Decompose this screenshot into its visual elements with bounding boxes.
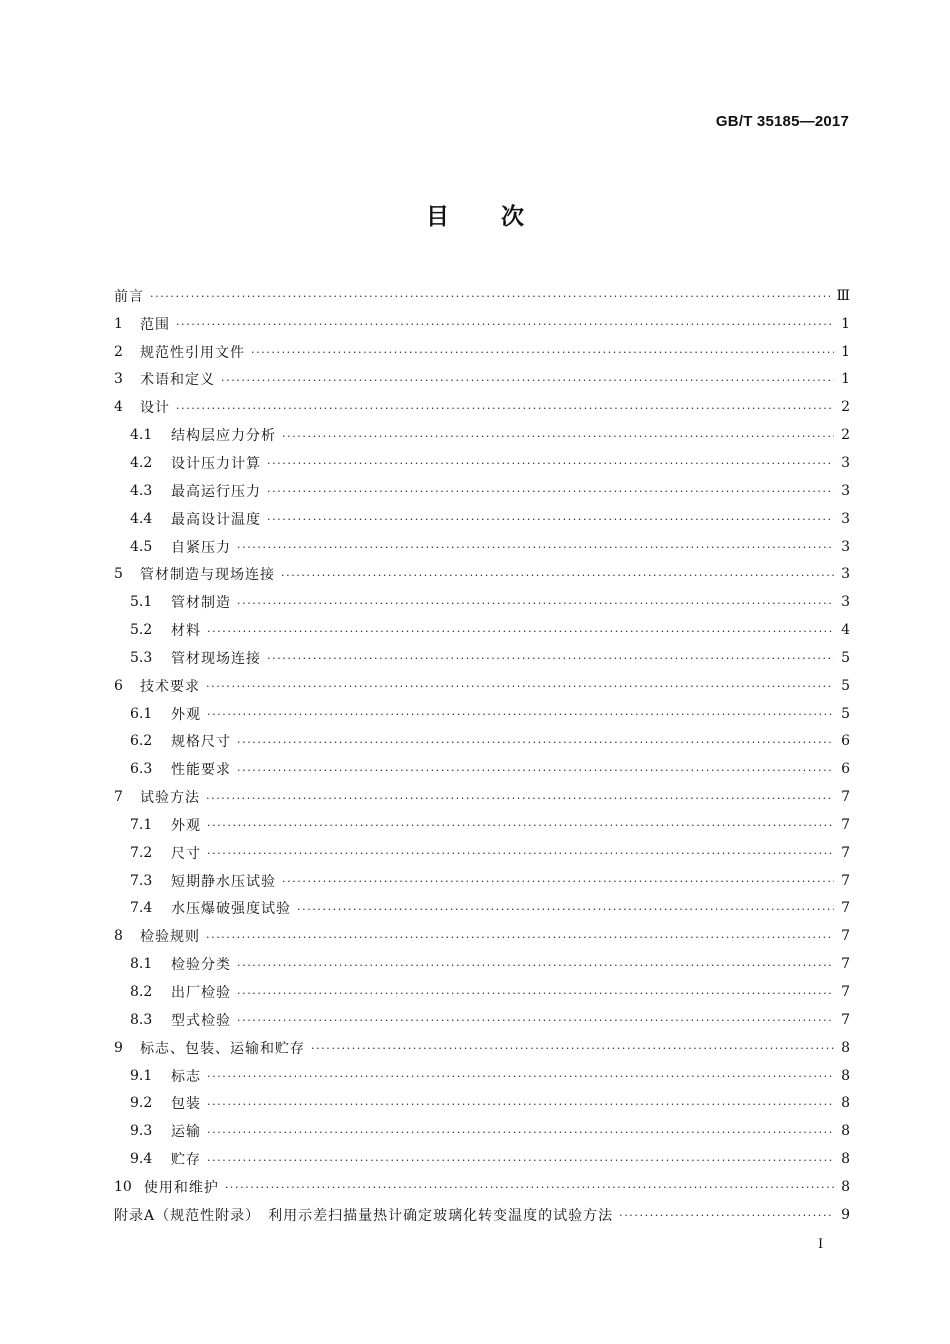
toc-entry-title: 技术要求	[140, 678, 200, 695]
toc-entry-page: 6	[841, 733, 850, 750]
toc-entry[interactable]	[114, 1006, 850, 1034]
page-number: Ⅰ	[818, 1237, 824, 1252]
toc-entry[interactable]	[114, 393, 850, 421]
dot-leader	[221, 374, 834, 387]
dot-leader	[267, 652, 834, 665]
toc-entry-title: 设计压力计算	[171, 455, 261, 472]
toc-entry-page: 2	[841, 427, 850, 444]
toc-entry[interactable]	[114, 1117, 850, 1145]
toc-entry-title: 范围	[140, 316, 170, 333]
toc-entry-title: 自紧压力	[171, 539, 231, 556]
toc-entry-number: 7	[114, 789, 123, 806]
toc-entry-page: 3	[841, 594, 850, 611]
toc-entry[interactable]	[114, 978, 850, 1006]
dot-leader	[207, 625, 834, 638]
toc-entry-title: 设计	[140, 400, 170, 417]
toc-entry[interactable]	[114, 533, 850, 561]
dot-leader	[207, 819, 834, 832]
dot-leader	[206, 680, 834, 693]
toc-entry-page: 5	[841, 649, 850, 666]
toc-entry-page: 7	[841, 1011, 850, 1028]
toc-entry-page: 8	[841, 1178, 850, 1195]
toc-entry-page: 2	[841, 399, 850, 416]
dot-leader	[297, 903, 834, 916]
toc-entry-number: 5.2	[130, 622, 153, 639]
toc-entry-title: 附录A（规范性附录） 利用示差扫描量热计确定玻璃化转变温度的试验方法	[114, 1207, 614, 1224]
toc-entry-title: 前言	[114, 288, 144, 305]
toc-entry[interactable]	[114, 644, 850, 672]
toc-entry-title: 规范性引用文件	[140, 344, 245, 361]
toc-entry[interactable]	[114, 922, 850, 950]
toc-entry[interactable]	[114, 477, 850, 505]
toc-entry-number: 7.1	[130, 816, 153, 833]
toc-entry-title: 规格尺寸	[171, 734, 231, 751]
toc-entry-title: 管材制造与现场连接	[140, 567, 275, 584]
toc-entry-title: 贮存	[171, 1152, 201, 1169]
toc-entry[interactable]	[114, 421, 850, 449]
toc-entry-page: 1	[841, 343, 850, 360]
toc-entry-title: 性能要求	[171, 762, 231, 779]
dot-leader	[282, 875, 834, 888]
dot-leader	[207, 1098, 834, 1111]
dot-leader	[225, 1181, 834, 1194]
toc-entry-page: 9	[841, 1206, 850, 1223]
toc-entry-number: 4.5	[130, 538, 153, 555]
toc-entry-title: 最高设计温度	[171, 511, 261, 528]
toc-entry-number: 9.1	[130, 1067, 153, 1084]
dot-leader	[237, 764, 834, 777]
toc-entry-number: 5.1	[130, 594, 153, 611]
dot-leader	[207, 1070, 834, 1083]
toc-entry-number: 4.2	[130, 454, 153, 471]
toc-entry-page: 8	[841, 1123, 850, 1140]
toc-entry-number: 5	[114, 566, 123, 583]
toc-entry-number: 8.1	[130, 956, 153, 973]
toc-entry-number: 4.3	[130, 482, 153, 499]
toc-entry-title: 试验方法	[140, 790, 200, 807]
toc-entry-title: 检验规则	[140, 929, 200, 946]
toc-entry[interactable]	[114, 616, 850, 644]
toc-entry[interactable]	[114, 1145, 850, 1173]
toc-entry-page: 5	[841, 677, 850, 694]
toc-entry-number: 8.2	[130, 984, 153, 1001]
dot-leader	[267, 457, 834, 470]
toc-entry-title: 术语和定义	[140, 372, 215, 389]
toc-entry[interactable]	[114, 895, 850, 923]
toc-entry-number: 9.4	[130, 1151, 153, 1168]
toc-entry[interactable]	[114, 700, 850, 728]
toc-entry-page: 7	[841, 789, 850, 806]
toc-entry-page: 1	[841, 371, 850, 388]
toc-entry-number: 6.1	[130, 705, 153, 722]
toc-entry[interactable]	[114, 449, 850, 477]
toc-entry[interactable]	[114, 310, 850, 338]
toc-entry-number: 1	[114, 315, 123, 332]
toc-entry-number: 5.3	[130, 649, 153, 666]
toc-entry[interactable]	[114, 338, 850, 366]
toc-entry[interactable]	[114, 755, 850, 783]
toc-entry[interactable]	[114, 839, 850, 867]
toc-entry-page: 3	[841, 454, 850, 471]
toc-entry-title: 管材现场连接	[171, 650, 261, 667]
dot-leader	[267, 485, 834, 498]
toc-entry-number: 4	[114, 399, 123, 416]
toc-entry-page: 8	[841, 1067, 850, 1084]
toc-entry-page: 7	[841, 900, 850, 917]
toc-entry[interactable]	[114, 867, 850, 895]
toc-entry-title: 尺寸	[171, 845, 201, 862]
page-title-part1: 目	[426, 204, 449, 230]
toc-entry-page: 3	[841, 566, 850, 583]
toc-entry-number: 6.2	[130, 733, 153, 750]
toc-entry[interactable]	[114, 1034, 850, 1062]
toc-entry-number: 3	[114, 371, 123, 388]
page-title-part2: 次	[501, 204, 524, 230]
toc-entry[interactable]	[114, 366, 850, 394]
dot-leader	[206, 792, 834, 805]
toc-entry[interactable]	[114, 282, 850, 310]
toc-entry-page: 7	[841, 844, 850, 861]
standard-code: GB/T 35185—2017	[715, 113, 849, 130]
toc-entry-title: 管材制造	[171, 595, 231, 612]
toc-entry-title: 使用和维护	[143, 1179, 219, 1196]
toc-entry-page: Ⅲ	[836, 287, 850, 304]
toc-entry[interactable]	[114, 1089, 850, 1117]
toc-entry-page: 3	[841, 510, 850, 527]
dot-leader	[281, 569, 834, 582]
toc-entry[interactable]	[114, 672, 850, 700]
toc-entry-title: 水压爆破强度试验	[171, 901, 291, 918]
page-title	[0, 198, 950, 231]
toc-entry[interactable]	[114, 1062, 850, 1090]
toc-entry-title: 检验分类	[171, 957, 231, 974]
toc-entry-number: 6	[114, 677, 123, 694]
toc-entry-number: 7.3	[130, 872, 153, 889]
toc-entry-page: 6	[841, 761, 850, 778]
toc-entry-title: 型式检验	[171, 1012, 231, 1029]
toc-entry-title: 运输	[171, 1124, 201, 1141]
toc-entry-title: 最高运行压力	[171, 483, 261, 500]
toc-entry-title: 结构层应力分析	[171, 428, 276, 445]
dot-leader	[237, 959, 834, 972]
toc-entry-title: 标志、包装、运输和贮存	[140, 1040, 305, 1057]
dot-leader	[176, 402, 834, 415]
toc-entry-page: 1	[841, 315, 850, 332]
toc-entry-title: 短期静水压试验	[171, 873, 276, 890]
dot-leader	[251, 346, 834, 359]
toc-entry-number: 7.2	[130, 844, 153, 861]
dot-leader	[207, 708, 834, 721]
dot-leader	[237, 541, 834, 554]
dot-leader	[311, 1042, 834, 1055]
toc-entry[interactable]	[114, 505, 850, 533]
toc-entry-page: 7	[841, 984, 850, 1001]
dot-leader	[176, 318, 834, 331]
dot-leader	[237, 736, 834, 749]
toc-entry-page: 8	[841, 1039, 850, 1056]
dot-leader	[207, 1126, 834, 1139]
toc-entry[interactable]	[114, 728, 850, 756]
dot-leader	[150, 290, 830, 303]
toc-entry-page: 4	[841, 622, 850, 639]
toc-entry-number: 10	[114, 1178, 132, 1195]
dot-leader	[237, 1014, 834, 1027]
toc-entry-page: 7	[841, 872, 850, 889]
toc-entry-page: 3	[841, 538, 850, 555]
toc-entry[interactable]	[114, 950, 850, 978]
dot-leader	[237, 597, 834, 610]
toc-entry-page: 8	[841, 1095, 850, 1112]
toc-entry-page: 3	[841, 482, 850, 499]
dot-leader	[207, 847, 834, 860]
toc-entry-title: 包装	[171, 1096, 201, 1113]
toc-entry[interactable]	[114, 560, 850, 588]
toc-entry-page: 7	[841, 928, 850, 945]
toc-entry-page: 7	[841, 816, 850, 833]
toc-entry-number: 2	[114, 343, 123, 360]
dot-leader	[237, 987, 834, 1000]
toc-entry-title: 外观	[171, 706, 201, 723]
toc-entry-title: 材料	[171, 623, 201, 640]
dot-leader	[282, 430, 834, 443]
toc-entry-page: 8	[841, 1151, 850, 1168]
table-of-contents	[114, 282, 850, 1229]
toc-entry-number: 6.3	[130, 761, 153, 778]
toc-entry[interactable]	[114, 588, 850, 616]
dot-leader	[206, 931, 834, 944]
toc-entry[interactable]	[114, 783, 850, 811]
toc-entry-title: 标志	[171, 1068, 201, 1085]
toc-entry[interactable]	[114, 1173, 850, 1201]
toc-entry-page: 7	[841, 956, 850, 973]
toc-entry-number: 4.4	[130, 510, 153, 527]
toc-entry-title: 出厂检验	[171, 985, 231, 1002]
toc-entry-number: 9.2	[130, 1095, 153, 1112]
dot-leader	[267, 513, 834, 526]
dot-leader	[619, 1209, 834, 1222]
toc-entry[interactable]	[114, 1201, 850, 1229]
toc-entry[interactable]	[114, 811, 850, 839]
toc-entry-number: 8	[114, 928, 123, 945]
dot-leader	[207, 1154, 834, 1167]
toc-entry-number: 8.3	[130, 1011, 153, 1028]
toc-entry-title: 外观	[171, 817, 201, 834]
toc-entry-number: 7.4	[130, 900, 153, 917]
toc-entry-number: 9.3	[130, 1123, 153, 1140]
toc-entry-number: 4.1	[130, 427, 153, 444]
toc-entry-number: 9	[114, 1039, 123, 1056]
toc-entry-page: 5	[841, 705, 850, 722]
